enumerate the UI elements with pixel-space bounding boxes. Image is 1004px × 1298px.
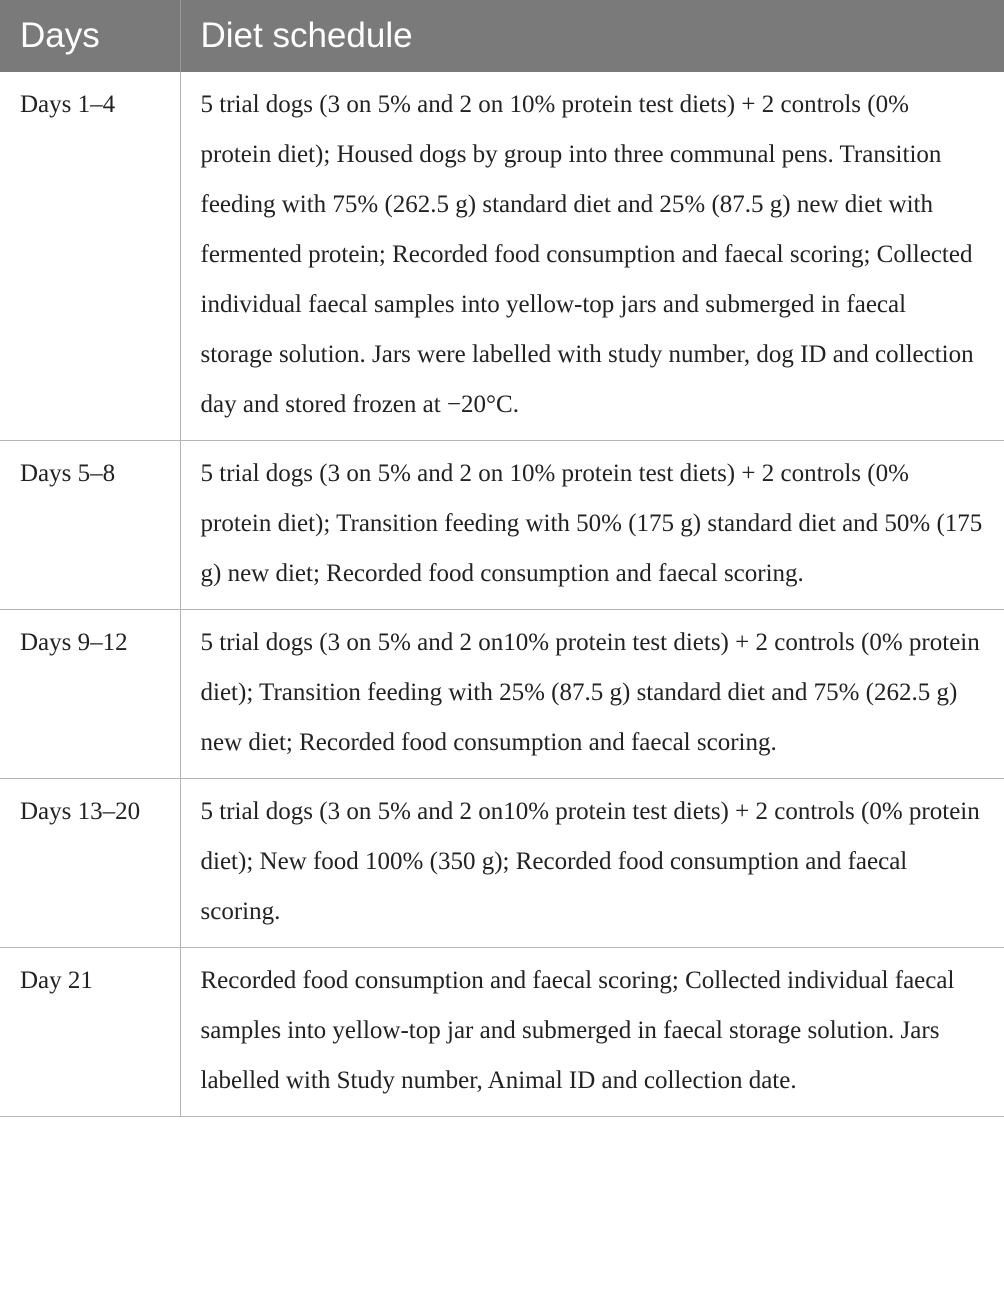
row-days-cell: Days 5–8 xyxy=(0,441,180,610)
header-diet-schedule: Diet schedule xyxy=(180,0,1004,72)
row-days-cell: Days 1–4 xyxy=(0,72,180,441)
table-row xyxy=(0,441,1004,610)
row-schedule-cell: 5 trial dogs (3 on 5% and 2 on 10% protein test diets) + 2 controls (0% protein diet); Transition feeding with 50% (175 g) standard diet and 50% (175 g) new diet; Recorded food consumption and faecal scoring. xyxy=(180,441,1004,610)
row-days-cell: Days 13–20 xyxy=(0,779,180,948)
row-days-cell: Day 21 xyxy=(0,948,180,1117)
row-days-cell: Days 9–12 xyxy=(0,610,180,779)
row-schedule-cell: 5 trial dogs (3 on 5% and 2 on 10% protein test diets) + 2 controls (0% protein diet); Housed dogs by group into three communal pens. Transition feeding with 75% (262.5 g) standard diet and 25% (87.5 g) new diet with fermented protein; Recorded food consumption and faecal scoring; Collected individual faecal samples into yellow-top jars and submerged in faecal storage solution. Jars were labelled with study number, dog ID and collection day and stored frozen at −20°C. xyxy=(180,72,1004,441)
table-body xyxy=(0,72,1004,1117)
header-days: Days xyxy=(0,0,180,72)
row-schedule-cell: 5 trial dogs (3 on 5% and 2 on10% protein test diets) + 2 controls (0% protein diet); New food 100% (350 g); Recorded food consumption and faecal scoring. xyxy=(180,779,1004,948)
table-row xyxy=(0,610,1004,779)
header-row xyxy=(0,0,1004,72)
row-schedule-cell: Recorded food consumption and faecal scoring; Collected individual faecal samples into yellow-top jar and submerged in faecal storage solution. Jars labelled with Study number, Animal ID and collection date. xyxy=(180,948,1004,1117)
row-schedule-cell: 5 trial dogs (3 on 5% and 2 on10% protein test diets) + 2 controls (0% protein diet); Transition feeding with 25% (87.5 g) standard diet and 75% (262.5 g) new diet; Recorded food consumption and faecal scoring. xyxy=(180,610,1004,779)
table-row xyxy=(0,948,1004,1117)
table-header xyxy=(0,0,1004,72)
table-row xyxy=(0,779,1004,948)
table-row xyxy=(0,72,1004,441)
